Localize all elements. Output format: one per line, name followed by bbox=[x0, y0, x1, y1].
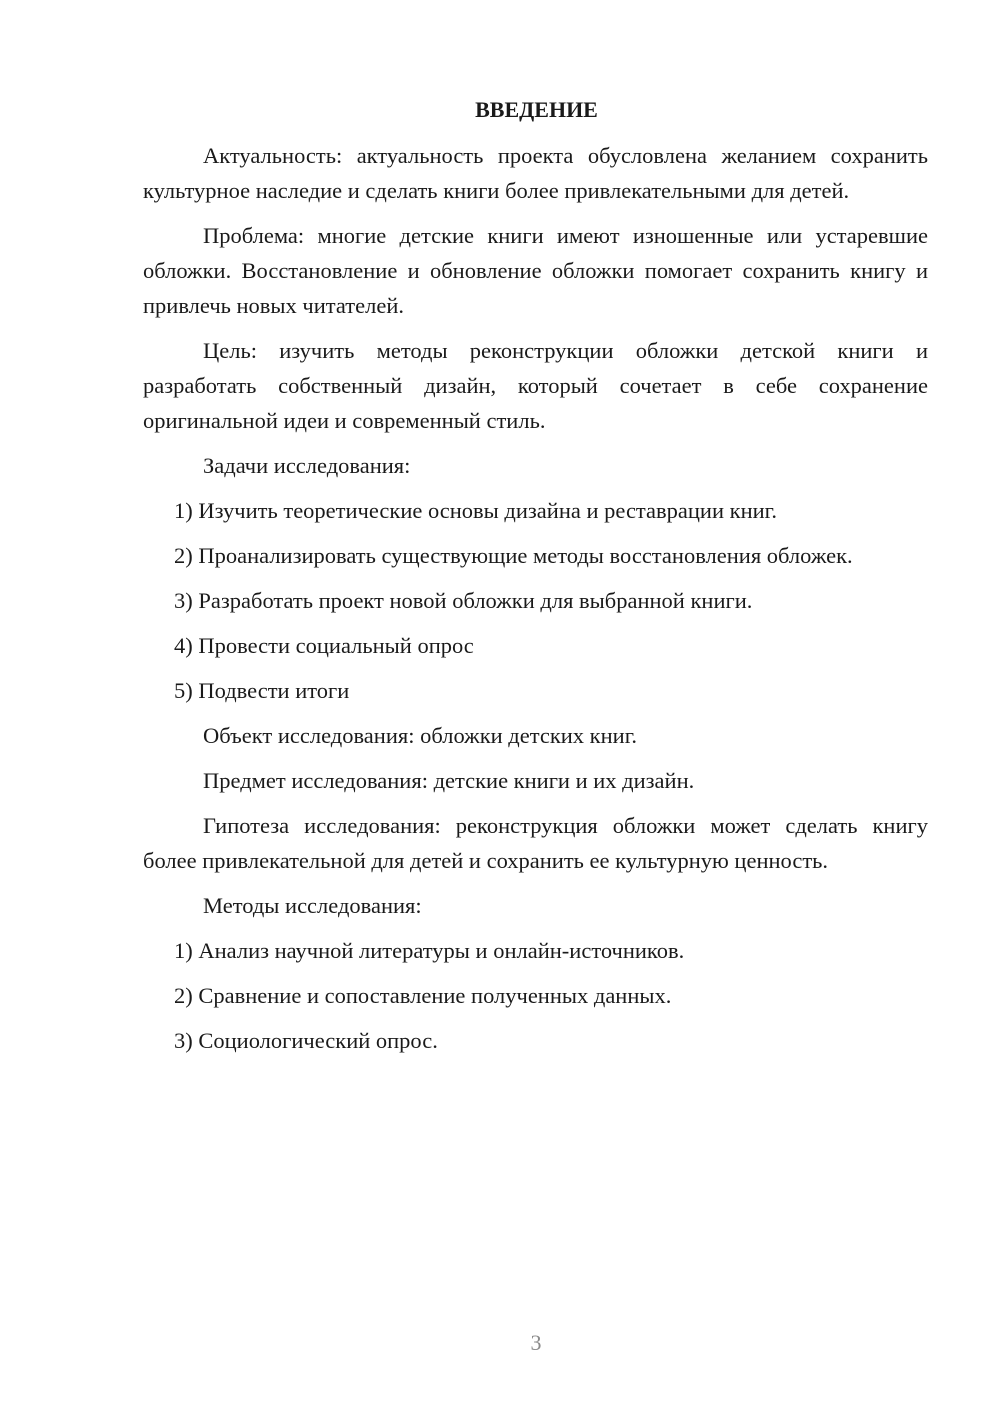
page-number: 3 bbox=[530, 1330, 542, 1355]
relevance-paragraph: Актуальность: актуальность проекта обусловлена желанием сохранить культурное наследие и сделать книги более привлекательными для детей. bbox=[143, 143, 928, 203]
object-paragraph: Объект исследования: обложки детских книг. bbox=[203, 723, 638, 748]
methods-heading: Методы исследования: bbox=[203, 893, 422, 918]
problem-paragraph: Проблема: многие детские книги имеют изношенные или устаревшие обложки. Восстановление и обновление обложки помогает сохранить книгу и привлечь новых читателей. bbox=[143, 223, 928, 318]
list-item: 2) Проанализировать существующие методы восстановления обложек. bbox=[174, 543, 853, 568]
section-heading: ВВЕДЕНИЕ bbox=[475, 97, 598, 122]
list-item: 4) Провести социальный опрос bbox=[174, 633, 474, 658]
list-item: 3) Разработать проект новой обложки для выбранной книги. bbox=[174, 588, 753, 613]
list-item: 5) Подвести итоги bbox=[174, 678, 350, 703]
list-item: 1) Анализ научной литературы и онлайн-источников. bbox=[174, 938, 685, 963]
methods-list bbox=[143, 933, 928, 1058]
page-content bbox=[143, 94, 928, 1068]
list-item: 1) Изучить теоретические основы дизайна и реставрации книг. bbox=[174, 498, 777, 523]
subject-paragraph: Предмет исследования: детские книги и их дизайн. bbox=[203, 768, 695, 793]
list-item: 2) Сравнение и сопоставление полученных данных. bbox=[174, 983, 672, 1008]
tasks-heading: Задачи исследования: bbox=[203, 453, 411, 478]
tasks-list bbox=[143, 493, 928, 708]
list-item: 3) Социологический опрос. bbox=[174, 1028, 438, 1053]
goal-paragraph: Цель: изучить методы реконструкции обложки детской книги и разработать собственный дизайн, который сочетает в себе сохранение оригинальной идеи и современный стиль. bbox=[143, 338, 928, 433]
hypothesis-paragraph: Гипотеза исследования: реконструкция обложки может сделать книгу более привлекательной для детей и сохранить ее культурную ценность. bbox=[143, 813, 928, 873]
